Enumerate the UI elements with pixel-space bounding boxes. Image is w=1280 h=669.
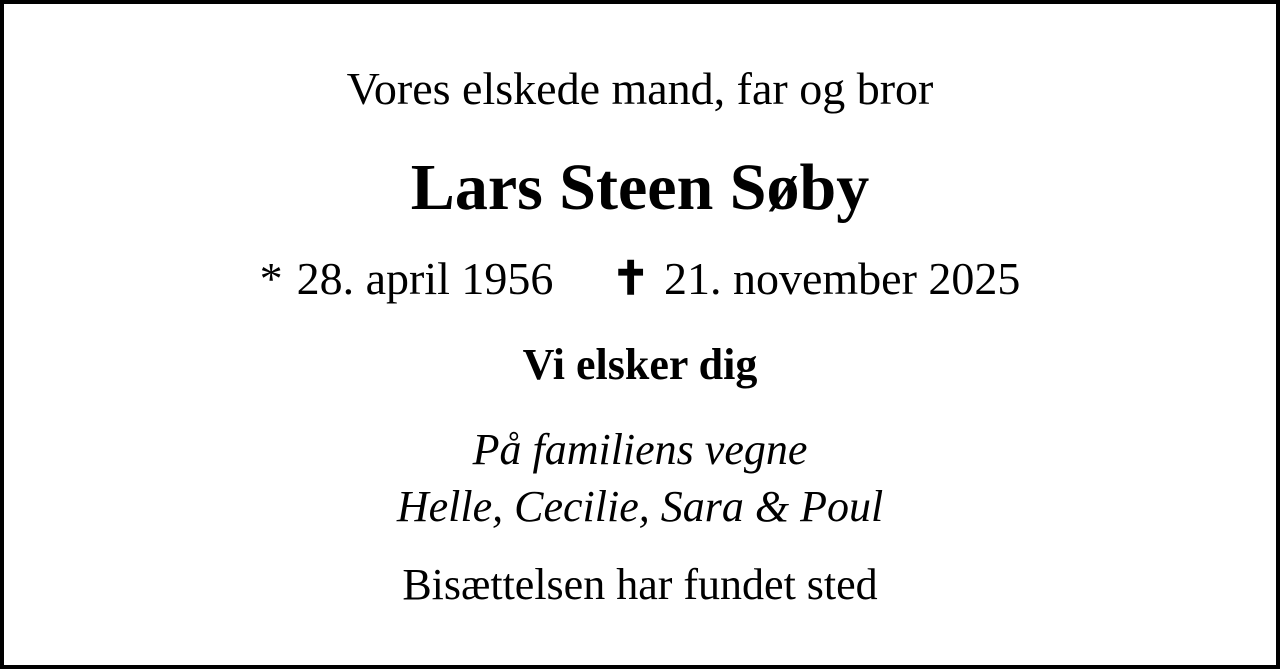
intro-line: Vores elskede mand, far og bror xyxy=(346,63,934,114)
birth-date: 28. april 1956 xyxy=(296,253,554,304)
family-names: Helle, Cecilie, Sara & Poul xyxy=(396,482,884,531)
funeral-status-line: Bisættelsen har fundet sted xyxy=(402,560,878,609)
birth-asterisk-icon: * xyxy=(259,253,283,304)
death-cross-icon: ✝ xyxy=(611,253,650,304)
deceased-name: Lars Steen Søby xyxy=(410,151,870,224)
death-date: 21. november 2025 xyxy=(663,253,1021,304)
on-behalf-line: På familiens vegne xyxy=(472,425,808,474)
dates-line xyxy=(4,251,1276,305)
death-date-group xyxy=(611,251,1020,305)
birth-date-group xyxy=(260,252,554,305)
farewell-message: Vi elsker dig xyxy=(522,340,758,389)
